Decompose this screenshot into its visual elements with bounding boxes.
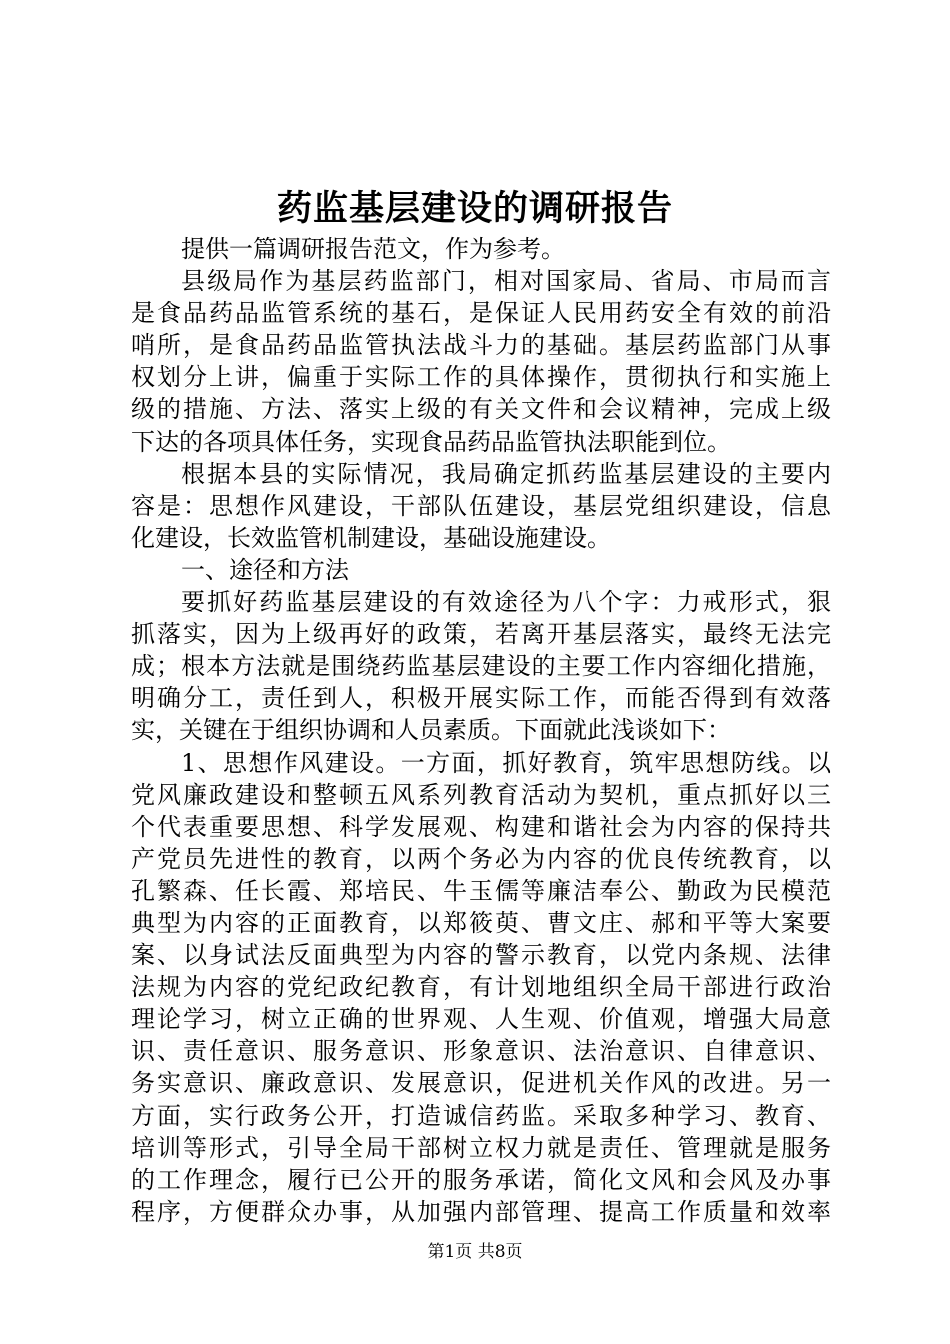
text-line: 个代表重要思想、科学发展观、构建和谐社会为内容的保持共 [131,812,831,841]
text-line: 级的措施、方法、落实上级的有关文件和会议精神，完成上级 [131,395,831,424]
text-line: 提供一篇调研报告范文，作为参考。 [181,235,565,263]
text-line: 典型为内容的正面教育，以郑筱萸、曹文庄、郝和平等大案要 [131,908,831,937]
text-line: 务实意识、廉政意识、发展意识，促进机关作风的改进。另一 [131,1069,831,1098]
text-line: 党风廉政建设和整顿五风系列教育活动为契机，重点抓好以三 [131,780,831,809]
text-line: 下达的各项具体任务，实现食品药品监管执法职能到位。 [131,427,731,456]
text-line: 1、思想作风建设。一方面，抓好教育，筑牢思想防线。以 [181,748,831,777]
text-line: 产党员先进性的教育，以两个务必为内容的优良传统教育，以 [131,844,831,873]
document-title: 药监基层建设的调研报告 [276,188,673,229]
text-line: 程序，方便群众办事，从加强内部管理、提高工作质量和效率 [131,1197,831,1226]
text-line: 化建设，长效监管机制建设，基础设施建设。 [131,523,611,552]
text-line: 是食品药品监管系统的基石，是保证人民用药安全有效的前沿 [131,299,831,328]
text-line: 培训等形式，引导全局干部树立权力就是责任、管理就是服务 [131,1133,831,1162]
text-line: 识、责任意识、服务意识、形象意识、法治意识、自律意识、 [131,1037,831,1066]
text-line: 法规为内容的党纪政纪教育，有计划地组织全局干部进行政治 [131,973,831,1002]
text-line: 明确分工，责任到人，积极开展实际工作，而能否得到有效落 [131,684,831,713]
text-line: 案、以身试法反面典型为内容的警示教育，以党内条规、法律 [131,941,831,970]
text-line: 孔繁森、任长霞、郑培民、牛玉儒等廉洁奉公、勤政为民模范 [131,876,831,905]
text-line: 哨所，是食品药品监管执法战斗力的基础。基层药监部门从事 [131,331,831,360]
text-line: 理论学习，树立正确的世界观、人生观、价值观，增强大局意 [131,1005,831,1034]
page-footer: 第1页 共8页 [427,1242,523,1262]
text-line: 方面，实行政务公开，打造诚信药监。采取多种学习、教育、 [131,1101,831,1130]
document-body [131,233,831,1228]
text-line: 的工作理念，履行已公开的服务承诺，简化文风和会风及办事 [131,1165,831,1194]
text-line: 容是：思想作风建设，干部队伍建设，基层党组织建设，信息 [131,491,831,520]
text-line: 成；根本方法就是围绕药监基层建设的主要工作内容细化措施， [131,652,831,681]
text-line: 实，关键在于组织协调和人员素质。下面就此浅谈如下： [131,716,731,745]
text-line: 根据本县的实际情况，我局确定抓药监基层建设的主要内 [181,459,831,488]
text-line: 要抓好药监基层建设的有效途径为八个字：力戒形式，狠 [181,588,831,617]
text-line: 抓落实，因为上级再好的政策，若离开基层落实，最终无法完 [131,620,831,649]
text-line: 县级局作为基层药监部门，相对国家局、省局、市局而言 [181,267,831,296]
text-line: 一、途径和方法 [181,555,349,584]
text-line: 权划分上讲，偏重于实际工作的具体操作，贯彻执行和实施上 [131,363,831,392]
